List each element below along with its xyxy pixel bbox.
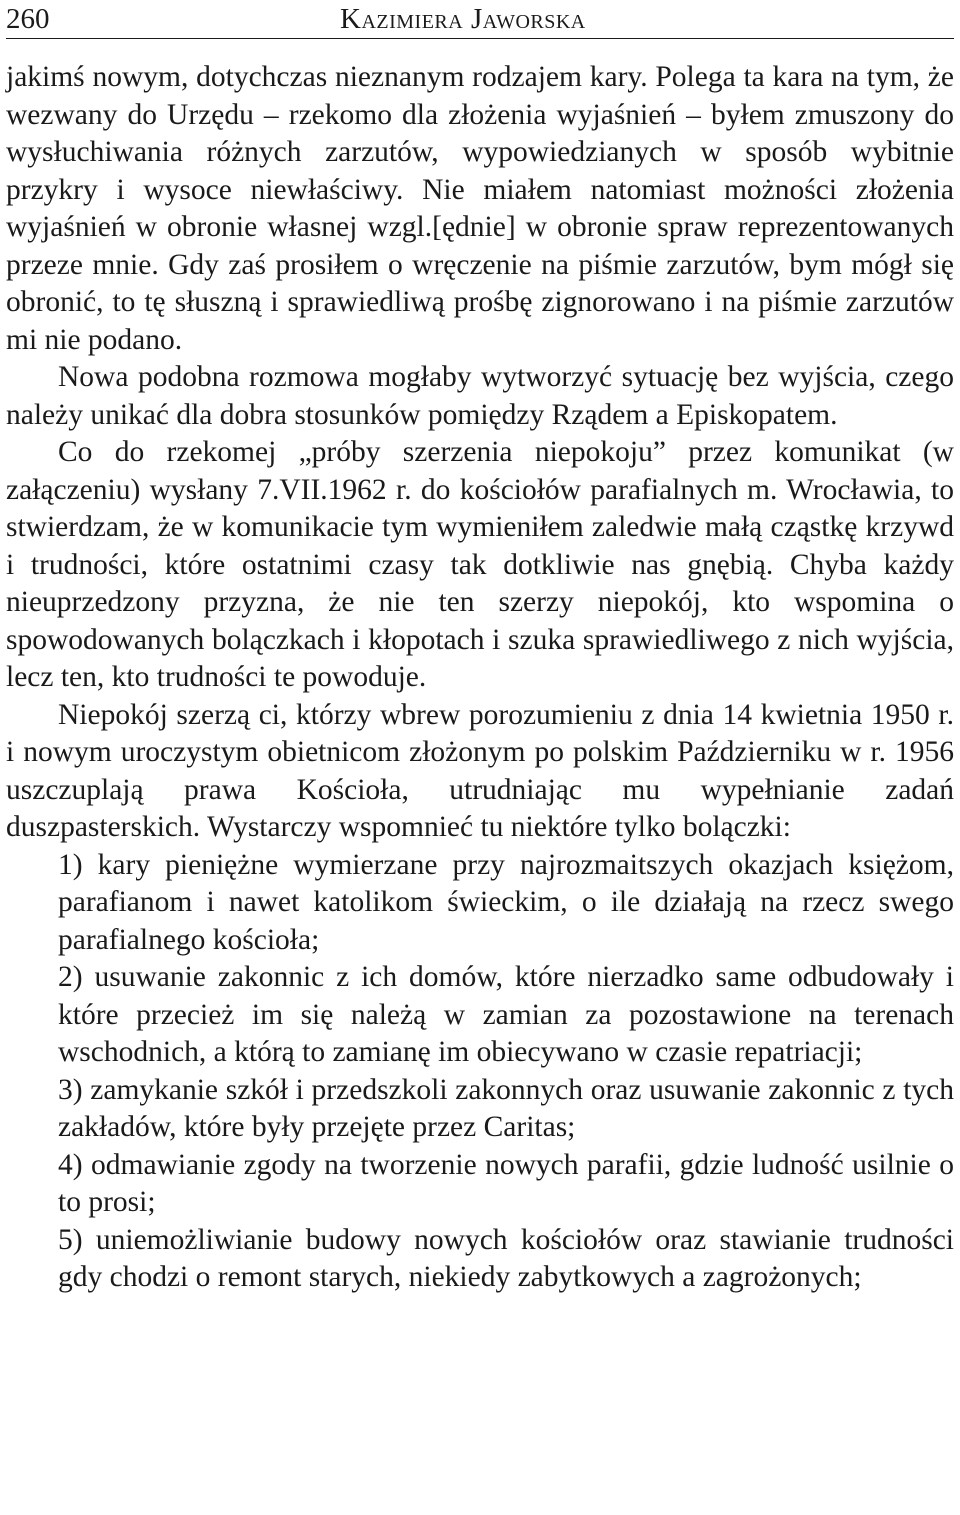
list-item-5: 5) uniemożliwianie budowy nowych kościołów oraz stawianie trudności gdy chodzi o remont starych, niekiedy zabytkowych a zagrożonych;: [58, 1223, 954, 1293]
paragraph: Co do rzekomej „próby szerzenia niepokoju” przez komunikat (w załączeniu) wysłany 7.VII.1962 r. do kościołów parafialnych m. Wrocławia, to stwierdzam, że w komunikacie tym wymieniłem zaledwie małą cząstkę krzywd i trudności, które ostatnimi czasy tak dotkliwie nas gnębią. Chyba każdy nieuprzedzony przyzna, że nie ten szerzy niepokój, kto wspomina o spowodowanych bolączkach i kłopotach i szuka sprawiedliwego z nich wyjścia, lecz ten, kto trudności te powoduje.: [6, 436, 954, 693]
list-item-3: 3) zamykanie szkół i przedszkoli zakonnych oraz usuwanie zakonnic z tych zakładów, które były przejęte przez Caritas;: [58, 1073, 954, 1143]
body-text: [6, 59, 954, 1297]
page-number: 260: [6, 3, 50, 35]
book-page: [6, 0, 954, 1297]
running-head: Kazimiera Jaworska: [340, 3, 586, 35]
paragraph-continuation: jakimś nowym, dotychczas nieznanym rodzajem kary. Polega ta kara na tym, że wezwany do Urzędu – rzekomo dla złożenia wyjaśnień – byłem zmuszony do wysłuchiwania różnych zarzutów, wypowiedzianych w sposób wybitnie przykry i wysoce niewłaściwy. Nie miałem natomiast możności złożenia wyjaśnień w obronie własnej wzgl.[ędnie] w obronie spraw reprezentowanych przeze mnie. Gdy zaś prosiłem o wręczenie na piśmie zarzutów, bym mógł się obronić, to tę słuszną i sprawiedliwą prośbę zignorowano i na piśmie zarzutów mi nie podano.: [6, 61, 954, 356]
list-item-1: 1) kary pieniężne wymierzane przy najrozmaitszych okazjach księżom, parafianom i nawet katolikom świeckim, o ile działają na rzecz swego parafialnego kościoła;: [58, 848, 954, 956]
paragraph: Niepokój szerzą ci, którzy wbrew porozumieniu z dnia 14 kwietnia 1950 r. i nowym uroczystym obietnicom złożonym po polskim Październiku w r. 1956 uszczuplają prawa Kościoła, utrudniając mu wypełnianie zadań duszpasterskich. Wystarczy wspomnieć tu niektóre tylko bolączki:: [6, 698, 954, 843]
list-item-2: 2) usuwanie zakonnic z ich domów, które nierzadko same odbudowały i które przecież im się należą w zamian za pozostawione na terenach wschodnich, a którą to zamianę im obiecywano w czasie repatriacji;: [58, 961, 954, 1068]
page-header: [6, 0, 954, 39]
paragraph: Nowa podobna rozmowa mogłaby wytworzyć sytuację bez wyjścia, czego należy unikać dla dobra stosunków pomiędzy Rządem a Episkopatem.: [6, 361, 954, 431]
list-item-4: 4) odmawianie zgody na tworzenie nowych parafii, gdzie ludność usilnie o to prosi;: [58, 1148, 954, 1218]
